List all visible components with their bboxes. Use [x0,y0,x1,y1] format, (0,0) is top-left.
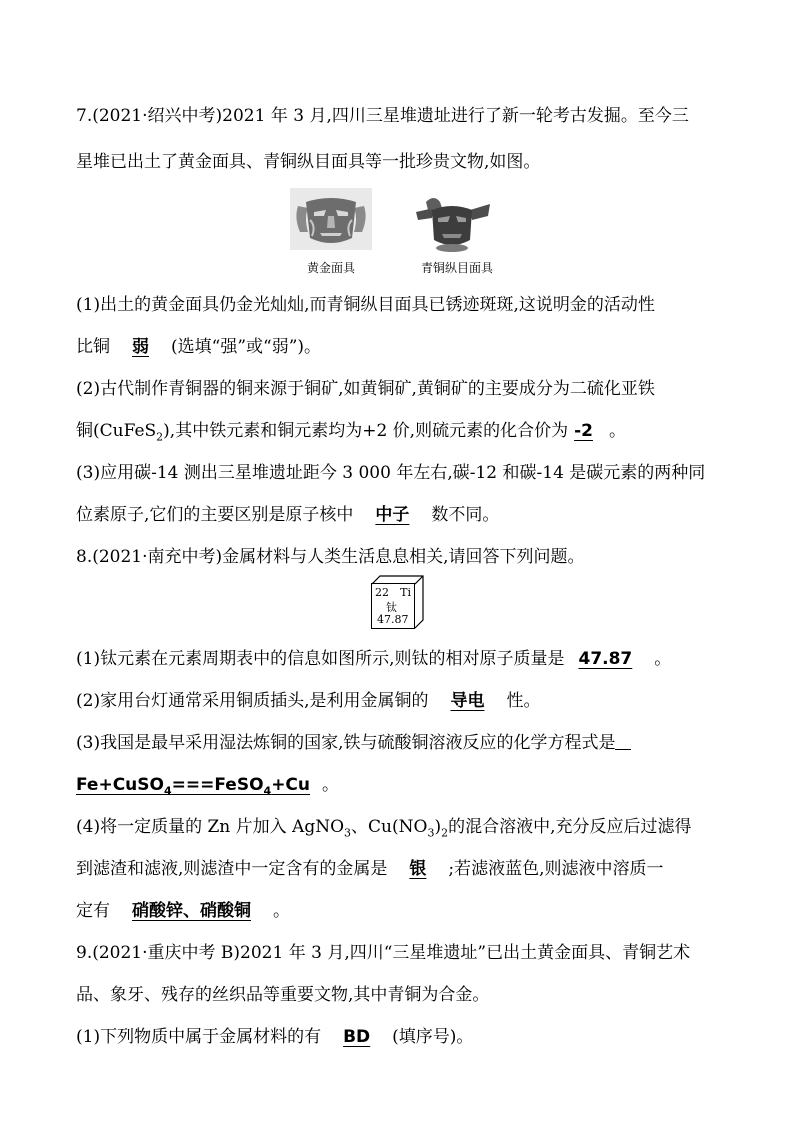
q8-part1-answer: 47.87 [578,649,633,669]
element-card-3d-edge [371,575,425,629]
q7-part3-line1: (3)应用碳-14 测出三星堆遗址距今 3 000 年左右,碳-12 和碳-14 是碳元素的两种同 [76,463,706,483]
q8-part4-prefix: 到滤渣和滤液,则滤渣中一定含有的金属是 [76,859,388,879]
q8-part1-suffix: 。 [654,649,672,669]
q7-part3-suffix: 数不同。 [431,505,500,525]
q7-part2-prefix: 铜(CuFeS [76,421,157,441]
q7-part1-prefix: 比铜 [76,337,110,357]
q8-part3-blank-start [615,731,631,750]
q8-part2 [76,689,540,713]
q7-part3-line2 [76,503,499,527]
ti-atomic-number: 22 [375,586,389,599]
gold-mask-photo [290,188,372,250]
q8-part4-middle: ;若滤液蓝色,则滤液中溶质一 [448,859,664,879]
q8-part3-equation: Fe+CuSO$_4$===FeSO$_4$+Cu [76,775,311,798]
q8-part2-suffix: 性。 [506,691,541,711]
q7-part2-answer: -2 [574,421,593,441]
q8-part3-prefix: (3)我国是最早采用湿法炼铜的国家,铁与硫酸铜溶液反应的化学方程式是 [76,733,616,753]
q8-part4-suffix: 。 [273,901,290,921]
q7-part1-suffix: (选填“强”或“弱”)。 [171,337,322,357]
ti-chinese-name: 钛 [386,601,397,614]
q7-part2-middle: ),其中铁元素和铜元素均为+2 价,则硫元素的化合价为 [163,421,569,441]
q7-stem-line2: 星堆已出土了黄金面具、青铜纵目面具等一批珍贵文物,如图。 [76,152,541,172]
ti-symbol: Ti [400,586,411,599]
q8-part4-answer1: 银 [409,859,427,879]
q8-part4-answer2: 硝酸锌、硝酸铜 [132,901,251,921]
q9-part1-suffix: (填序号)。 [392,1027,474,1047]
q7-part1-line2 [76,335,321,359]
q8-part4-line2 [76,857,664,881]
q9-stem-line2: 品、象牙、残存的丝织品等重要文物,其中青铜为合金。 [76,985,490,1005]
q7-part2-subscript: 2 [156,430,164,444]
q7-part3-answer: 中子 [375,505,410,525]
q9-part1-prefix: (1)下列物质中属于金属材料的有 [76,1027,322,1047]
q9-stem-line1: 9.(2021·重庆中考 B)2021 年 3 月,四川“三星堆遗址”已出土黄金面具、青铜艺术 [76,943,691,963]
q8-part3-suffix: 。 [322,775,340,795]
q8-part1-prefix: (1)钛元素在元素周期表中的信息如图所示,则钛的相对原子质量是 [76,649,565,669]
bronze-mask-caption: 青铜纵目面具 [421,261,494,275]
q8-part3-line1 [76,731,631,755]
q8-part3-line2 [76,773,339,803]
q7-part1-answer: 弱 [132,337,149,357]
gold-mask-caption: 黄金面具 [307,261,356,275]
q8-part4-line3 [76,899,290,923]
q8-part2-prefix: (2)家用台灯通常采用铜质插头,是利用金属铜的 [76,691,429,711]
q8-stem: 8.(2021·南充中考)金属材料与人类生活息息相关,请回答下列问题。 [76,547,585,567]
q8-part4-line1: (4)将一定质量的 Zn 片加入 AgNO$_3$、$Cu(NO_3)_2$的混合溶液中,充分反应后过滤得 [76,817,692,840]
q7-part2-line2 [76,419,626,449]
q8-part2-answer: 导电 [450,691,485,711]
q8-part4-prefix2: 定有 [76,901,110,921]
q7-part3-prefix: 位素原子,它们的主要区别是原子核中 [76,505,354,525]
q9-part1 [76,1025,473,1049]
ti-atomic-mass: 47.87 [377,613,409,626]
bronze-mask-photo [412,192,494,254]
q9-part1-answer: BD [343,1027,371,1047]
q7-part2-suffix: 。 [608,421,626,441]
q7-part2-line1: (2)古代制作青铜器的铜来源于铜矿,如黄铜矿,黄铜矿的主要成分为二硫化亚铁 [76,379,655,399]
q8-part1 [76,647,671,671]
q7-part1-line1: (1)出土的黄金面具仍金光灿灿,而青铜纵目面具已锈迹斑斑,这说明金的活动性 [76,295,655,315]
q7-stem-line1: 7.(2021·绍兴中考)2021 年 3 月,四川三星堆遗址进行了新一轮考古发掘。至今三 [76,106,689,126]
